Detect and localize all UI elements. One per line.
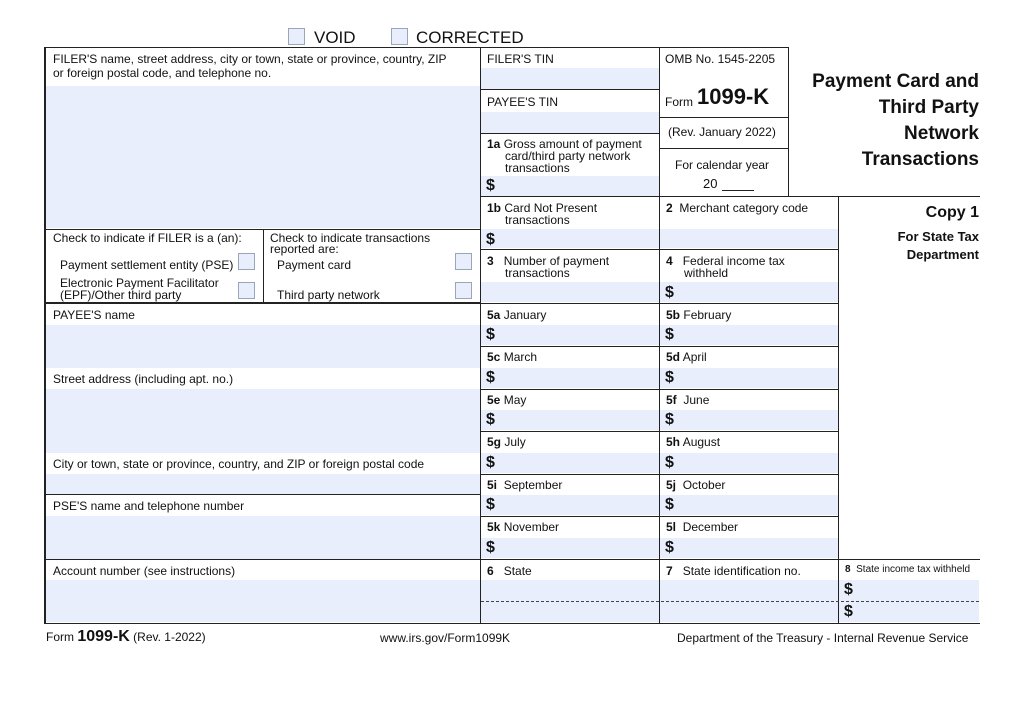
divider-h-rev	[659, 148, 789, 149]
divider-h-row5a	[480, 346, 839, 347]
third-party-checkbox[interactable]	[455, 282, 472, 299]
payee-tin-label: PAYEE'S TIN	[487, 95, 558, 109]
box-5l-dollar: $	[665, 539, 674, 556]
box-5j-field[interactable]	[660, 495, 838, 515]
filer-name-label-2: or foreign postal code, and telephone no.	[53, 66, 272, 80]
box-5d-label: 5d April	[666, 350, 707, 364]
copy-title: Copy 1	[925, 204, 979, 221]
divider-h-row5e	[480, 431, 839, 432]
pse-name-field[interactable]	[46, 516, 480, 559]
calendar-year-label: For calendar year	[675, 158, 770, 172]
state-row-dash	[481, 601, 979, 602]
box-5f-label: 5f June	[666, 393, 710, 407]
transactions-check-label-2: reported are:	[270, 242, 339, 256]
divider-h-filer-bottom	[44, 229, 481, 230]
divider-h-row1b	[480, 249, 839, 250]
pse-checkbox[interactable]	[238, 253, 255, 270]
box-8-dollar-2: $	[844, 603, 853, 620]
box-5f-field[interactable]	[660, 410, 838, 430]
void-checkbox[interactable]	[288, 28, 305, 45]
copy-sub-2: Department	[906, 247, 979, 262]
box-5l-field[interactable]	[660, 538, 838, 558]
box-3-label-2: transactions	[505, 266, 570, 280]
box-5i-dollar: $	[486, 496, 495, 513]
epf-checkbox[interactable]	[238, 282, 255, 299]
footer-form-label: Form 1099-K (Rev. 1-2022)	[46, 628, 206, 645]
box-2-label: 2 Merchant category code	[666, 201, 809, 215]
box-5g-label: 5g July	[487, 435, 526, 449]
box-5j-dollar: $	[665, 496, 674, 513]
year-prefix: 20	[703, 176, 718, 191]
divider-h-row1a	[480, 196, 980, 197]
divider-h-city-bottom	[44, 494, 481, 495]
divider-h-row5c	[480, 389, 839, 390]
divider-h-row5g	[480, 474, 839, 475]
box-5h-field[interactable]	[660, 453, 838, 473]
box-4-label: 4 Federal income tax	[666, 254, 785, 268]
box-5b-label: 5b February	[666, 308, 732, 322]
transactions-check-label: Check to indicate transactions	[270, 231, 431, 245]
form-number: 1099-K	[697, 84, 770, 109]
box-5e-label: 5e May	[487, 393, 527, 407]
box-5h-dollar: $	[665, 454, 674, 471]
box-5b-dollar: $	[665, 326, 674, 343]
box-5c-dollar: $	[486, 369, 495, 386]
box-6-label: 6 State	[487, 564, 532, 578]
box-5c-label: 5c March	[487, 350, 538, 364]
filer-tin-field[interactable]	[481, 68, 659, 89]
box-7-label: 7 State identification no.	[666, 564, 801, 578]
street-field[interactable]	[46, 389, 480, 453]
corrected-label: CORRECTED	[416, 28, 524, 47]
epf-label-2: (EPF)/Other third party	[60, 288, 182, 302]
filer-tin-label: FILER'S TIN	[487, 52, 554, 66]
box-4-label-2: withheld	[684, 266, 729, 280]
box-3-label: 3 Number of payment	[487, 254, 610, 268]
filer-name-field[interactable]	[46, 86, 480, 228]
year-field[interactable]	[722, 176, 754, 191]
divider-h-row3	[44, 303, 839, 304]
box-5a-field[interactable]	[481, 325, 659, 345]
box-4-field[interactable]	[660, 282, 838, 302]
epf-label: Electronic Payment Facilitator	[60, 276, 219, 290]
third-party-label: Third party network	[277, 288, 380, 302]
box-5h-label: 5h August	[666, 435, 721, 449]
box-4-dollar: $	[665, 284, 674, 301]
box-5a-label: 5a January	[487, 308, 547, 322]
box-5d-dollar: $	[665, 369, 674, 386]
box-5f-dollar: $	[665, 411, 674, 428]
box-1b-label-2: transactions	[505, 213, 570, 227]
street-label: Street address (including apt. no.)	[53, 372, 234, 386]
filer-check-label: Check to indicate if FILER is a (an):	[53, 231, 242, 245]
box-1b-label: 1b Card Not Present	[487, 201, 598, 215]
divider-h-row5i	[480, 516, 839, 517]
void-label: VOID	[314, 28, 356, 47]
form-left-border	[44, 47, 46, 624]
divider-v5	[263, 229, 264, 303]
form-title-4: Transactions	[861, 149, 979, 170]
box-2-field[interactable]	[660, 229, 838, 248]
payment-card-checkbox[interactable]	[455, 253, 472, 270]
box-5e-field[interactable]	[481, 410, 659, 430]
box-1b-field[interactable]	[481, 229, 659, 248]
box-5i-label: 5i September	[487, 478, 563, 492]
form-title-2: Third Party	[878, 97, 979, 118]
divider-h-filer-tin	[480, 89, 660, 90]
form-prefix: Form	[665, 95, 693, 109]
omb-number: OMB No. 1545-2205	[665, 52, 776, 66]
corrected-checkbox[interactable]	[391, 28, 408, 45]
form-top-border	[44, 47, 788, 48]
box-1a-field[interactable]	[481, 176, 659, 196]
box-1a-label-3: transactions	[505, 161, 570, 175]
box-5e-dollar: $	[486, 411, 495, 428]
box-5c-field[interactable]	[481, 368, 659, 388]
filer-name-label: FILER'S name, street address, city or town, state or province, country, ZIP	[53, 52, 447, 66]
form-title-1: Payment Card and	[812, 71, 979, 92]
footer-form-number: 1099-K	[77, 628, 130, 645]
box-8-dollar-1: $	[844, 581, 853, 598]
divider-h-row5k	[44, 559, 980, 560]
box-5j-label: 5j October	[666, 478, 726, 492]
box-5i-field[interactable]	[481, 495, 659, 515]
account-label: Account number (see instructions)	[53, 564, 236, 578]
payee-tin-field[interactable]	[481, 112, 659, 133]
box-5g-dollar: $	[486, 454, 495, 471]
form-bottom-border	[44, 623, 980, 624]
divider-h-payee-tin	[480, 133, 660, 134]
box-3-field[interactable]	[481, 282, 659, 302]
box-1b-dollar: $	[486, 231, 495, 248]
footer-rev: (Rev. 1-2022)	[133, 630, 206, 644]
city-label: City or town, state or province, country, and ZIP or foreign postal code	[53, 457, 425, 471]
box-5k-label: 5k November	[487, 520, 560, 534]
footer-dept: Department of the Treasury - Internal Revenue Service	[677, 631, 969, 645]
box-5k-dollar: $	[486, 539, 495, 556]
account-field[interactable]	[46, 580, 480, 622]
city-field[interactable]	[46, 474, 480, 494]
box-1a-label-2: card/third party network	[505, 149, 631, 163]
box-5k-field[interactable]	[481, 538, 659, 558]
footer-url: www.irs.gov/Form1099K	[380, 631, 511, 645]
box-1a-dollar: $	[486, 177, 495, 194]
payee-name-field[interactable]	[46, 325, 480, 368]
payee-name-label: PAYEE'S name	[53, 308, 135, 322]
pse-label: Payment settlement entity (PSE)	[60, 258, 234, 272]
box-5g-field[interactable]	[481, 453, 659, 473]
payment-card-label: Payment card	[277, 258, 352, 272]
box-8-label: 8 State income tax withheld	[845, 564, 971, 575]
box-5b-field[interactable]	[660, 325, 838, 345]
box-5d-field[interactable]	[660, 368, 838, 388]
form-rev: (Rev. January 2022)	[668, 125, 776, 139]
divider-h-form-number	[659, 117, 789, 118]
copy-sub-1: For State Tax	[897, 229, 979, 244]
box-5l-label: 5l December	[666, 520, 739, 534]
box-5a-dollar: $	[486, 326, 495, 343]
form-title-3: Network	[904, 123, 979, 144]
box-1a-label: 1a Gross amount of payment	[487, 137, 642, 151]
divider-v3	[788, 47, 789, 196]
pse-name-label: PSE'S name and telephone number	[53, 499, 245, 513]
